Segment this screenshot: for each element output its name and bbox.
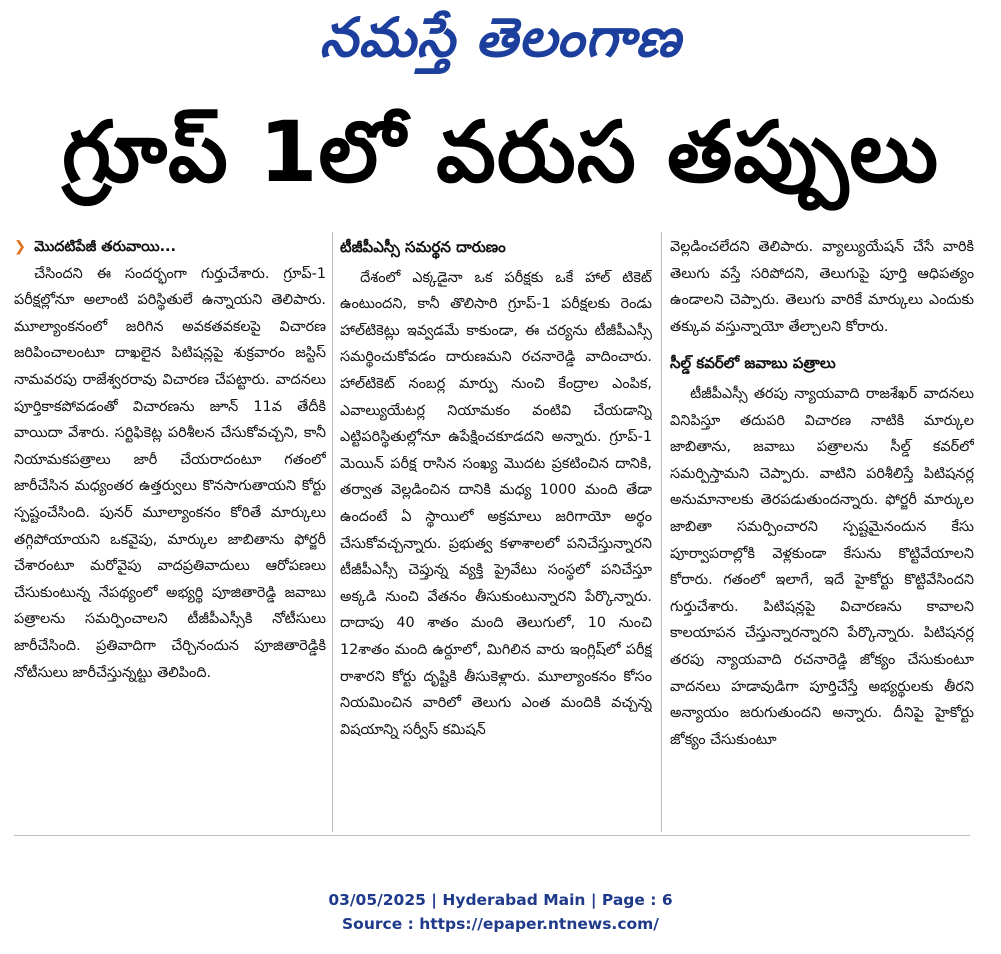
footer-source: Source : https://epaper.ntnews.com/ [342, 915, 659, 933]
footer-date-edition: 03/05/2025 | Hyderabad Main | Page : 6 [328, 891, 673, 909]
column-3-body-top: వెల్లడించలేదని తెలిపారు. వ్యాల్యుయేషన్ చేసే వారికి తెలుగు వస్తే సరిపోదని, తెలుగుపై పూర్తి ఆధిపత్యం ఉండాలని చెప్పారు. తెలుగు వారికే మార్కులు ఎందుకు తక్కువ వస్తున్నాయో తేల్చాలని కోరారు. [670, 239, 974, 335]
article-column-1 [14, 234, 326, 834]
continuation-kicker [14, 234, 326, 261]
chevron-right-icon: ❯ [14, 239, 27, 255]
article-column-3 [670, 234, 974, 834]
column-2-body: దేశంలో ఎక్కడైనా ఒక పరీక్షకు ఒకే హాల్ టికెట్ ఉంటుందని, కానీ తొలిసారి గ్రూప్-1 పరీక్షలకు రెండు హాల్‌టికెట్లు ఇవ్వడమే కాకుండా, ఈ చర్యను టీజీపీఎస్సీ సమర్థించుకోవడం దారుణమని రచనారెడ్డి వాదించారు. హాల్‌టికెట్ నంబర్ల మార్పు నుంచి కేంద్రాల ఎంపిక, ఎవాల్యుయేటర్ల నియామకం వంటివి చేయడాన్ని ఎట్టిపరిస్థితుల్లోనూ ఉపేక్షించకూడదని అన్నారు. గ్రూప్-1 మెయిన్ పరీక్ష రాసిన సంఖ్య మొదట ప్రకటించిన దానికి, తర్వాత వెల్లడించిన దానికి మధ్య 1000 మంది తేడా ఉందంటే ఏ స్థాయిలో అక్రమాలు జరిగాయో అర్థం చేసుకోవచ్చన్నారు. ప్రభుత్వ కళాశాలలో పనిచేస్తున్నారని టీజీపీఎస్సీ చెప్తున్న వ్యక్తి ప్రైవేటు సంస్థలో పనిచేస్తూ అక్కడి నుంచి వేతనం తీసుకుంటున్నారని పేర్కొన్నారు. దాదాపు 40 శాతం మంది తెలుగులో, 10 నుంచి 12శాతం మంది ఉర్దూలో, మిగిలిన వారు ఇంగ్లిష్‌లో పరీక్ష రాశారని కోర్టు దృష్టికి తీసుకెళ్లారు. మూల్యాంకనం కోసం నియమించిన వారిలో తెలుగు ఎంత మందికి వచ్చన్న విషయాన్ని సర్వీస్ కమిషన్ [340, 269, 652, 738]
column-divider-1 [332, 232, 333, 832]
footer-divider [14, 835, 970, 836]
masthead-logo: నమస్తే తెలంగాణ [319, 6, 682, 69]
subhead-sealed-cover: సీల్డ్ కవర్‌లో జవాబు పత్రాలు [670, 354, 836, 373]
column-divider-2 [661, 232, 662, 832]
kicker-label: మొదటిపేజీ తరువాయి... [34, 239, 176, 255]
column-1-body: చేసిందని ఈ సందర్భంగా గుర్తుచేశారు. గ్రూప్-1 పరీక్షల్లోనూ అలాంటి పరిస్థితులే ఉన్నాయని తెలిపారు. మూల్యాంకనంలో జరిగిన అవకతవకలపై విచారణ జరిపించాలంటూ దాఖలైన పిటిషన్లపై శుక్రవారం జస్టిస్ నామవరపు రాజేశ్వరరావు విచారణ చేపట్టారు. వాదనలు పూర్తికాకపోవడంతో విచారణను జూన్ 11వ తేదీకి వాయిదా వేశారు. సర్టిఫికెట్ల పరిశీలన చేసుకోవచ్చని, కానీ నియామకపత్రాలు జారీ చేయరాదంటూ గతంలో జారీచేసిన మధ్యంతర ఉత్తర్వులు కొనసాగుతాయని కోర్టు స్పష్టంచేసింది. పునర్ మూల్యాంకనం కోరితే మార్కులు తగ్గిపోయాయని ఒకవైపు, మార్కుల జాబితాను ఫోర్జరీ చేశారంటూ మరోవైపు వాదప్రతివాదులు ఆరోపణలు చేసుకుంటున్న నేపథ్యంలో అభ్యర్థి పూజితారెడ్డి జవాబు పత్రాలను సమర్పించాలని టీజీపీఎస్సీకి నోటీసులు జారీచేసింది. ప్రతివాదిగా చేర్చినందున పూజితారెడ్డికి నోటీసులు జారీచేస్తున్నట్టు తెలిపింది. [14, 265, 326, 681]
subhead-tgpsc: టీజీపీఎస్సీ సమర్థన దారుణం [340, 238, 506, 256]
column-3-body: టీజీపీఎస్సీ తరపు న్యాయవాది రాజశేఖర్ వాదనలు వినిపిస్తూ తదుపరి విచారణ నాటికి మార్కుల జాబితాను, జవాబు పత్రాలను సీల్డ్ కవర్‌లో సమర్పిస్తామని చెప్పారు. వాటిని పరిశీలిస్తే పిటిషనర్ల అనుమానాలకు తెరపడుతుందన్నారు. ఫోర్జరీ మార్కుల జాబితా సమర్పించారని స్పష్టమైనందున కేసు పూర్వాపరాల్లోకి వెళ్లకుండా కేసును కొట్టివేయాలని కోరారు. గతంలో ఇలాగే, ఇదే హైకోర్టు కొట్టివేసిందని గుర్తుచేశారు. పిటిషన్లపై విచారణను కావాలని కాలయాపన చేస్తున్నారన్నారని పేర్కొన్నారు. పిటిషనర్ల తరపు న్యాయవాది రచనారెడ్డి జోక్యం చేసుకుంటూ వాదనలు హడావుడిగా పూర్తిచేస్తే అభ్యర్థులకు తీరని అన్యాయం జరుగుతుందని అన్నారు. దీనిపై హైకోర్టు జోక్యం చేసుకుంటూ [670, 385, 974, 748]
article-column-2 [340, 234, 652, 834]
headline: గ్రూప్ 1లో వరుస తప్పులు [61, 103, 940, 201]
footer [0, 888, 1001, 936]
